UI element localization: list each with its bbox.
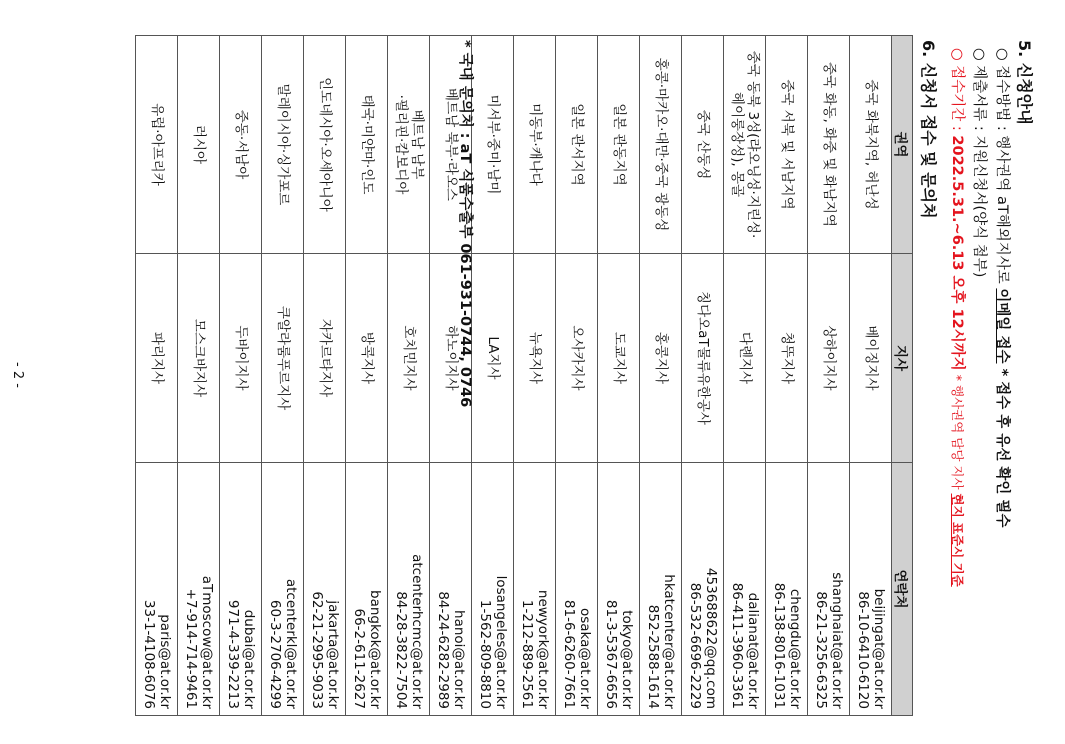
timezone-note-standard: 현지 표준시 기준	[950, 493, 965, 587]
region-cell-line: 인도네시아·오세아니아	[317, 77, 334, 212]
table-row	[850, 36, 892, 716]
region-cell	[178, 36, 220, 254]
region-cell	[598, 36, 640, 254]
branch-contact-table	[135, 35, 913, 716]
branch-cell	[682, 254, 724, 463]
region-cell-line: 중동·서남아	[233, 109, 250, 180]
contact-cell-line: 1-212-889-2561	[519, 599, 536, 709]
branch-cell	[514, 254, 556, 463]
contact-cell	[598, 463, 640, 716]
page-number: - 2 -	[10, 362, 25, 388]
branch-cell	[808, 254, 850, 463]
contact-cell	[556, 463, 598, 716]
contact-cell-line: losangeles@at.or.kr	[493, 575, 509, 709]
region-cell-line: 미서부·중미·남미	[485, 94, 502, 195]
table-row	[178, 36, 220, 716]
domestic-contact-note: * 국내 문의처 : aT 식품수출부 061-931-0744, 0746	[457, 40, 473, 408]
contact-cell-line: 971-4-339-2213	[225, 599, 242, 709]
region-cell-line: 유럽·아프리카	[149, 103, 166, 186]
branch-cell-line: 두바이지사	[233, 325, 250, 391]
table-row	[724, 36, 766, 716]
table-row	[472, 36, 514, 716]
branch-cell	[640, 254, 682, 463]
contact-cell	[766, 463, 808, 716]
timezone-note-prefix: * 행사권역 담당 지사	[950, 370, 965, 494]
table-row	[640, 36, 682, 716]
contact-cell-line: chengdu@at.or.kr	[787, 588, 803, 709]
contact-cell	[136, 463, 178, 716]
contact-cell-line: 86-138-8016-1031	[771, 582, 788, 709]
contact-cell	[808, 463, 850, 716]
region-cell	[304, 36, 346, 254]
submission-period-prefix: ○ 접수기간 :	[949, 48, 965, 136]
table-row	[136, 36, 178, 716]
region-cell	[514, 36, 556, 254]
section-5-title: 5. 신청안내	[1015, 40, 1034, 125]
contact-cell	[430, 463, 472, 716]
header-branch: 지사	[892, 254, 913, 463]
required-documents-line: ○ 제출서류 : 지원신청서(양식 첨부)	[971, 48, 987, 278]
branch-cell	[388, 254, 430, 463]
branch-cell-line: 도쿄지사	[611, 331, 628, 385]
table-row	[514, 36, 556, 716]
table-row	[682, 36, 724, 716]
branch-cell	[724, 254, 766, 463]
table-row	[388, 36, 430, 716]
contact-cell-line: dalianat@at.or.kr	[745, 592, 761, 709]
submission-method-prefix: ○ 접수방법 : 행사권역 aT해외지사로	[994, 48, 1010, 289]
section-6-title: 6. 신청서 접수 및 문의처	[919, 40, 938, 219]
contact-cell-line: 86-532-6696-2229	[687, 582, 704, 709]
region-cell-line: 베트남 남부	[409, 109, 425, 180]
contact-cell-line: newyork@at.or.kr	[535, 589, 551, 709]
submission-period-dates: 2022.5.31.~6.13 오후 12시까지	[949, 135, 965, 371]
contact-cell	[220, 463, 262, 716]
table-row	[808, 36, 850, 716]
branch-cell	[472, 254, 514, 463]
region-cell	[346, 36, 388, 254]
branch-cell	[850, 254, 892, 463]
contact-cell-line: aTmoscow@at.or.kr	[199, 575, 215, 709]
branch-cell	[598, 254, 640, 463]
header-region: 권역	[892, 36, 913, 254]
contact-cell-line: shanghaiat@at.or.kr	[829, 572, 845, 709]
branch-cell	[220, 254, 262, 463]
region-cell	[766, 36, 808, 254]
email-submission-label: 이메일 접수	[994, 288, 1010, 364]
contact-cell	[262, 463, 304, 716]
branch-cell-line: 쿠알라룸푸르지사	[275, 305, 292, 411]
contact-cell-line: atcenterhcmc@at.or.kr	[409, 554, 425, 709]
branch-cell-line: 호치민지사	[401, 325, 418, 391]
table-row	[304, 36, 346, 716]
region-cell	[724, 36, 766, 254]
region-cell-line: 베트남 북부·라오스	[443, 88, 460, 201]
contact-cell-line: 852-2588-1614	[645, 604, 662, 709]
branch-cell-line: 하노이지사	[443, 325, 460, 391]
contact-cell-line: jakarta@at.or.kr	[325, 600, 341, 709]
contact-cell-line: 66-2-611-2627	[351, 608, 368, 709]
contact-cell-line: bangkok@at.or.kr	[367, 590, 383, 709]
contact-cell-line: beijingat@at.or.kr	[871, 588, 887, 709]
region-cell-line: 중국 동북 3성(랴오닝성·지린성·	[745, 50, 761, 239]
region-cell-line: 중국 화북지역, 허난성	[863, 79, 880, 210]
contact-cell-line: atcenterkl@at.or.kr	[283, 578, 299, 709]
contact-cell-line: 81-3-5367-6656	[603, 599, 620, 709]
region-cell	[850, 36, 892, 254]
region-cell-line: 중국 산둥성	[695, 109, 712, 180]
branch-cell	[556, 254, 598, 463]
contact-cell-line: tokyo@at.or.kr	[619, 610, 635, 709]
contact-cell	[304, 463, 346, 716]
table-row	[346, 36, 388, 716]
region-cell-line: 홍콩·마카오·대만·중국 광동성	[653, 57, 670, 232]
contact-cell-line: 81-6-6260-7661	[561, 599, 578, 709]
branch-cell-line: 뉴욕지사	[527, 331, 544, 385]
branch-cell	[766, 254, 808, 463]
region-cell-line: 중국 화동, 화중 및 화남지역	[821, 62, 838, 227]
region-cell-line: 중국 서북 및 서남지역	[779, 79, 796, 210]
branch-cell-line: 자카르타지사	[317, 318, 334, 398]
branch-cell-line: 파리지사	[149, 331, 166, 385]
branch-cell-line: 베이징지사	[863, 325, 880, 391]
branch-cell	[136, 254, 178, 463]
submission-method-line	[993, 48, 1014, 527]
contact-cell	[346, 463, 388, 716]
branch-cell-line: 방콕지사	[359, 331, 376, 385]
branch-cell	[178, 254, 220, 463]
contact-cell-line: osaka@at.or.kr	[577, 607, 593, 709]
branch-cell-line: LA지사	[485, 336, 502, 380]
table-header-row	[892, 36, 913, 716]
contact-cell-line: 62-21-2995-9033	[309, 591, 326, 709]
region-cell-line: 헤이룽장성), 몽골	[729, 91, 746, 198]
contact-cell-line: 84-24-6282-2989	[435, 591, 452, 709]
contact-cell	[850, 463, 892, 716]
table-row	[262, 36, 304, 716]
table-row	[766, 36, 808, 716]
region-cell-line: 일본 관서지역	[569, 103, 586, 186]
region-cell	[556, 36, 598, 254]
region-cell-line: 태국·미얀마·인도	[359, 94, 376, 195]
contact-cell-line: +7-914-714-9461	[183, 588, 200, 709]
contact-cell-line: 86-411-3960-3361	[729, 582, 746, 709]
table-row	[220, 36, 262, 716]
contact-cell-line: hanoi@at.or.kr	[451, 610, 467, 709]
region-cell-line: 말레이시아·싱가포르	[275, 83, 292, 206]
region-cell	[640, 36, 682, 254]
region-cell	[262, 36, 304, 254]
region-cell	[682, 36, 724, 254]
branch-cell	[346, 254, 388, 463]
branch-cell	[262, 254, 304, 463]
region-cell	[136, 36, 178, 254]
branch-cell-line: 다롄지사	[737, 331, 754, 385]
phone-confirm-note: * 접수 후 유선 확인 필수	[994, 363, 1010, 528]
branch-cell-line: 오사카지사	[569, 325, 586, 391]
contact-cell-line: 86-21-3256-6325	[813, 591, 830, 709]
region-cell-line: 러시아	[191, 124, 208, 165]
contact-cell-line: 453688622@qq.com	[703, 567, 719, 709]
table-row	[556, 36, 598, 716]
region-cell	[808, 36, 850, 254]
branch-cell-line: 모스크바지사	[191, 318, 208, 398]
region-cell	[220, 36, 262, 254]
contact-cell-line: dubai@at.or.kr	[241, 609, 257, 709]
branch-cell-line: 칭다오aT물류유한공사	[695, 291, 712, 425]
contact-cell-line: 1-562-809-8810	[477, 599, 494, 709]
branch-cell-line: 청뚜지사	[779, 331, 796, 385]
branch-cell-line: 상하이지사	[821, 325, 838, 391]
header-contact: 연락처	[892, 463, 913, 716]
region-cell	[388, 36, 430, 254]
contact-cell-line: hkatcenter@at.or.kr	[661, 574, 677, 709]
contact-cell-line: 60-3-2706-4299	[267, 599, 284, 709]
region-cell	[472, 36, 514, 254]
contact-cell	[388, 463, 430, 716]
table-row	[598, 36, 640, 716]
region-cell-line: 일본 관동지역	[611, 103, 628, 186]
contact-cell-line: 86-10-6410-6120	[855, 591, 872, 709]
contact-cell-line: 33-1-4108-6076	[141, 599, 158, 709]
contact-cell	[640, 463, 682, 716]
branch-cell	[304, 254, 346, 463]
branch-cell-line: 홍콩지사	[653, 331, 670, 385]
region-cell-line: ·필리핀·캄보디아	[393, 94, 410, 195]
contact-cell-line: 84-28-3822-7504	[393, 591, 410, 709]
contact-cell-line: paris@at.or.kr	[157, 614, 173, 709]
contact-cell	[724, 463, 766, 716]
contact-cell	[682, 463, 724, 716]
contact-cell	[178, 463, 220, 716]
region-cell-line: 미동부·캐나다	[527, 103, 544, 186]
contact-cell	[472, 463, 514, 716]
submission-period-line	[948, 48, 969, 587]
contact-cell	[514, 463, 556, 716]
